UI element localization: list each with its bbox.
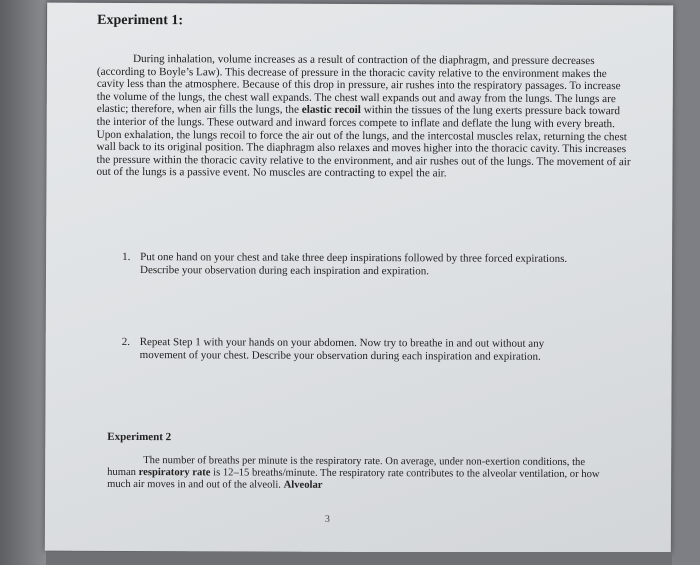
respiratory-rate-term: respiratory rate	[138, 467, 211, 479]
page-number: 3	[324, 513, 330, 525]
step-2: 2. Repeat Step 1 with your hands on your abdomen. Now try to breathe in and out without any movement of your chest. Describe your observation during each inspiration and expiration.	[121, 335, 545, 363]
experiment2-title: Experiment 2	[107, 430, 172, 444]
background-edge	[0, 0, 46, 565]
elastic-recoil-term: elastic recoil	[301, 104, 361, 117]
experiment1-paragraph: During inhalation, volume increases as a result of contraction of the diaphragm, and pressure decreases (according to Boyle’s Law). This decrease of pressure in the thoracic cavity relative to the environment makes the cavity less than the atmosphere. Because of this drop in pressure, air rushes into the respiratory passages. To increase the volume of the lungs, the chest wall expands. The chest wall expands out and away from the lungs. The lungs are elastic; therefore, when air fills the lungs, the elastic recoil within the tissues of the lung exerts pressure back toward the interior of the lungs. These outward and inward forces compete to inflate and deflate the lung with every breath. Upon exhalation, the lungs recoil to force the air out of the lungs, and the intercostal muscles relax, returning the chest wall back to its original position. The diaphragm also relaxes and moves higher into the thoracic cavity. This increases the pressure within the thoracic cavity relative to the environment, and air rushes out of the lungs. The movement of air out of the lungs is a passive event. No muscles are contracting to expel the air.	[96, 53, 631, 180]
experiment1-title: Experiment 1:	[97, 12, 184, 29]
bottom-edge	[46, 552, 672, 565]
alveolar-term: Alveolar	[283, 480, 323, 492]
experiment2-paragraph: The number of breaths per minute is the respiratory rate. On average, under non-exertion conditions, the human respiratory rate is 12–15 breaths/minute. The respiratory rate contributes to the alveolar ventilation, or how much air moves in and out of the alveoli. Alveolar	[107, 455, 600, 492]
step-1: 1. Put one hand on your chest and take three deep inspirations followed by three forced expirations. Describe your observation during each inspiration and expiration.	[122, 250, 568, 277]
document-page	[45, 3, 673, 554]
